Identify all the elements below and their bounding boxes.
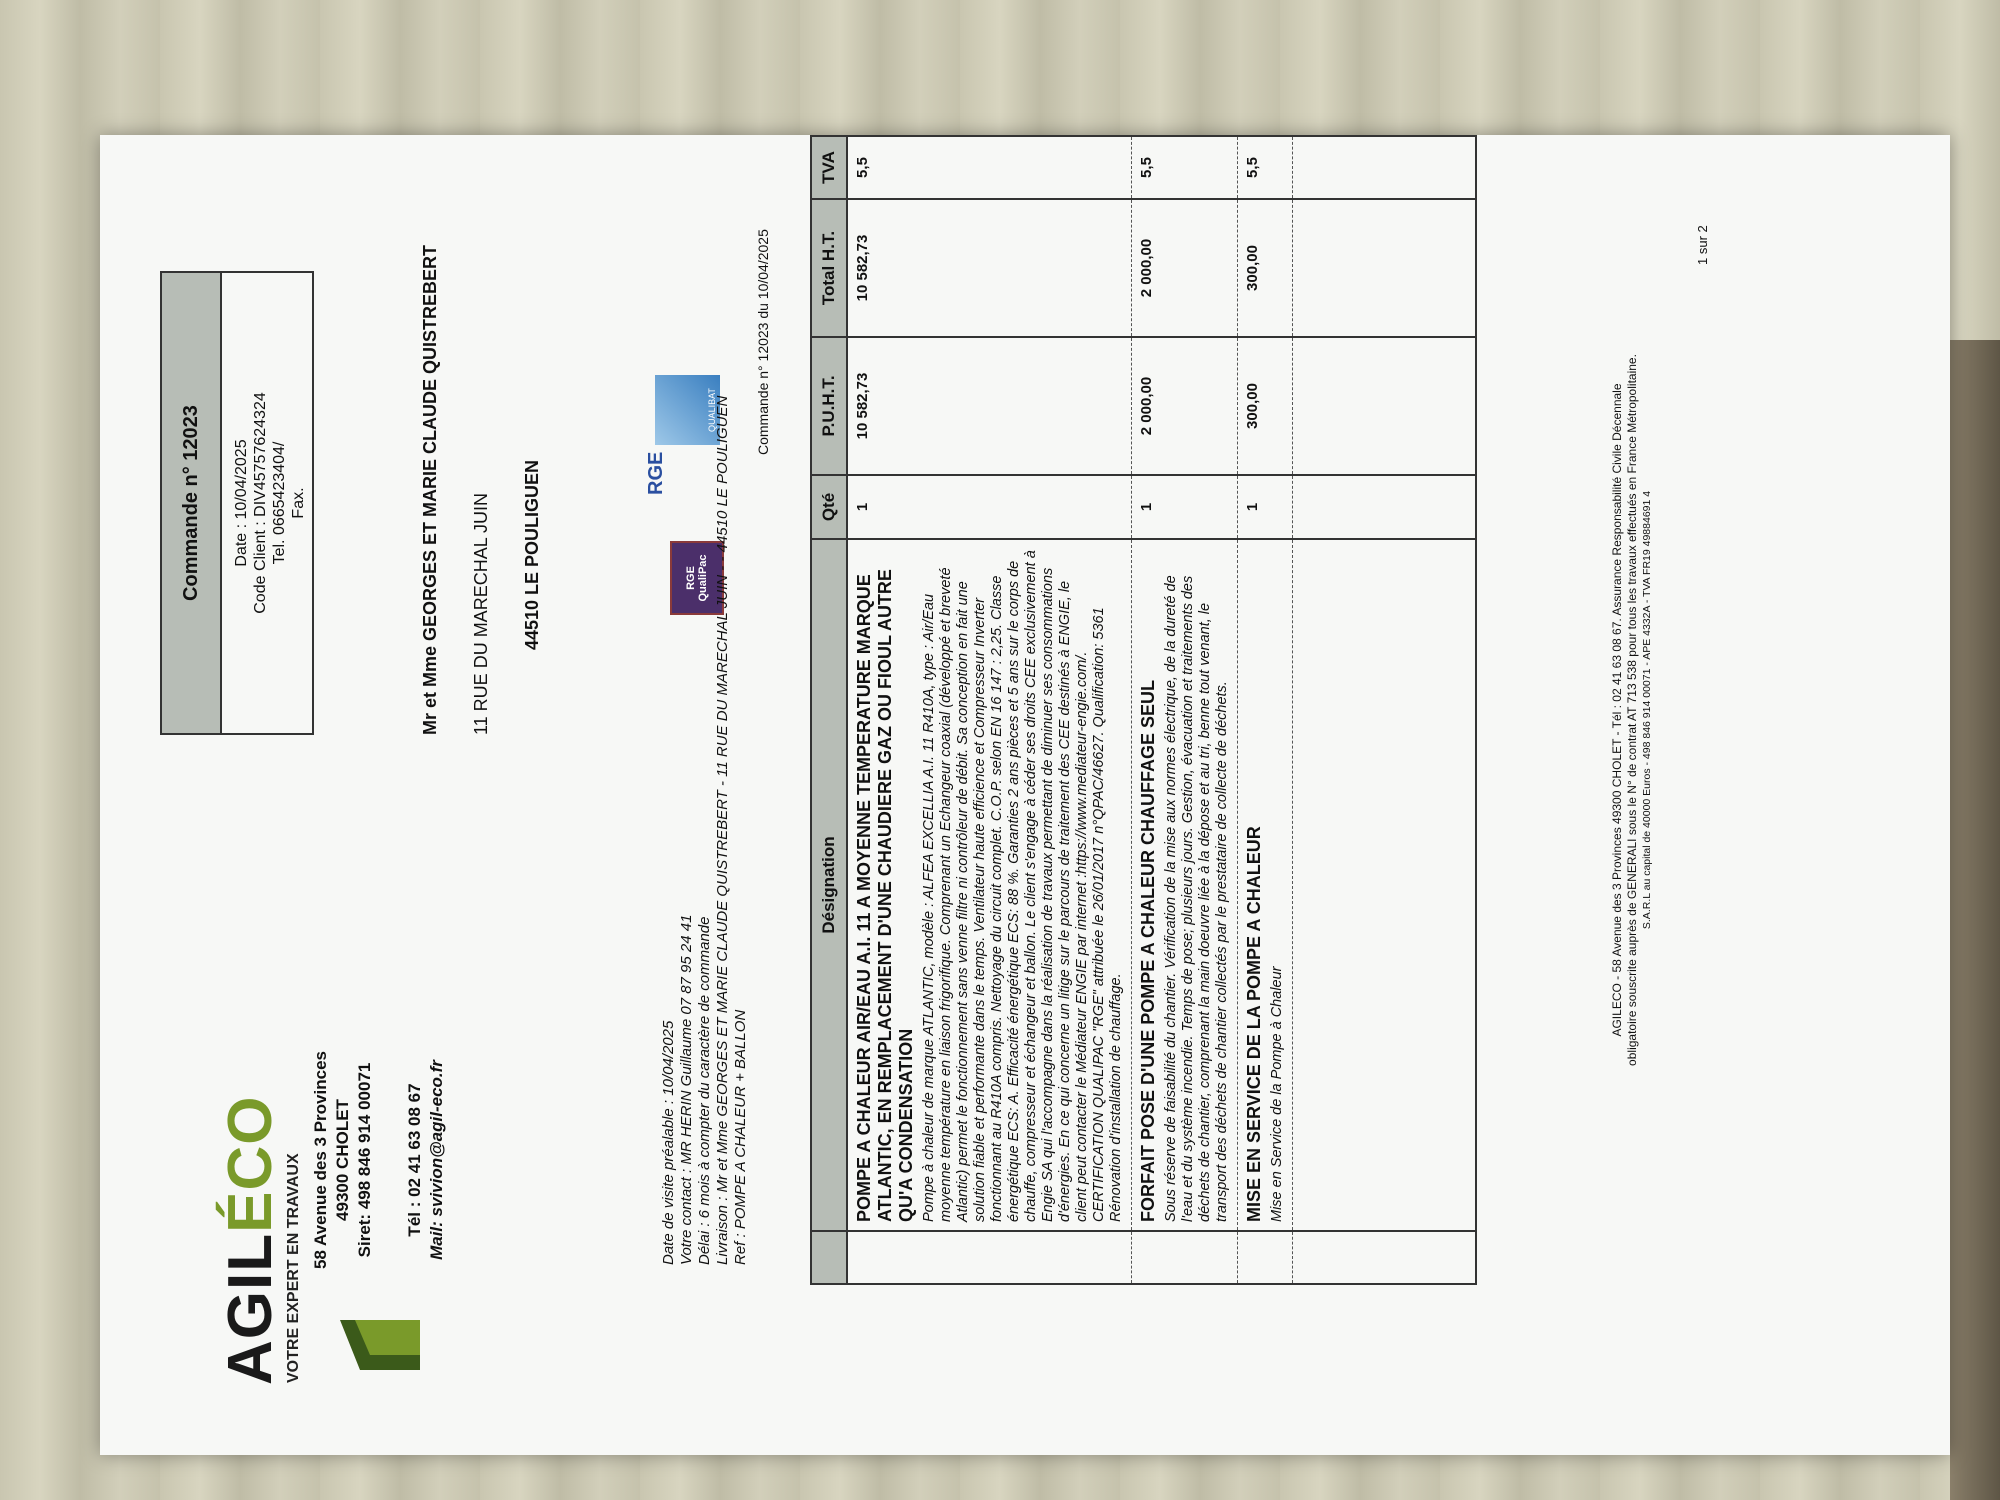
company-address: 58 Avenue des 3 Provinces xyxy=(311,1051,330,1269)
item-unit-price: 10 582,73 xyxy=(847,337,1132,475)
order-date: Date : 10/04/2025 xyxy=(233,439,250,567)
company-city: 49300 CHOLET xyxy=(333,1099,352,1221)
item-unit-price: 300,00 xyxy=(1238,337,1293,475)
item-unit-price: 2 000,00 xyxy=(1132,337,1238,475)
header-total: Total H.T. xyxy=(811,199,847,337)
client-block xyxy=(420,135,543,735)
rge-badge: RGE xyxy=(645,451,667,495)
contact: Votre contact : MR HERIN Guillaume 07 87 95 24 41 xyxy=(678,914,695,1265)
header-blank xyxy=(811,1231,847,1284)
company-info xyxy=(310,1040,448,1280)
page-number: 1 sur 2 xyxy=(1695,225,1710,265)
item-tva: 5,5 xyxy=(1132,136,1238,199)
table-row xyxy=(847,136,1132,1284)
item-qty: 1 xyxy=(1238,475,1293,539)
order-tel: Tel. 0665423404/ xyxy=(271,441,288,565)
client-street: 11 RUE DU MARECHAL JUIN xyxy=(471,492,491,735)
qualibat-badge: QUALIBAT xyxy=(655,375,720,445)
order-title: Commande n° 12023 xyxy=(162,273,222,733)
legal-footer xyxy=(1610,135,1655,1285)
logo-tagline: VOTRE EXPERT EN TRAVAUX xyxy=(285,1153,302,1383)
header-designation: Désignation xyxy=(811,539,847,1231)
item-description: Pompe à chaleur de marque ATLANTIC, modèle : ALFEA EXCELLIA A.I. 11 R410A, type : Air/Eau moyenne température en liaison frigorifique. Comprenant un Echangeur coaxial (développé et breveté Atlantic) permet le fonctionnement sans venne filtre ni contrôleur de débit. Sa conception en fait une solution fiable et performante dans le temps. Ventilateur haute efficience et Compresseur Inverter fonctionnant au R410A compris. Nettoyage du circuit complet. C.O.P. selon EN 16 147 : 2,25. Classe énergétique ECS: A. Efficacité énergétique ECS: 88 %. Garanties 2 ans pièces et 5 ans sur le corps de chauffe, compresseur et échangeur et ballon. Le client s'engage à céder ses droits CEE exclusivement à Engie SA qui l'accompagne dans la réalisation de travaux permettant de diminuer ses consommations d'énergies. En ce qui concerne un litige sur le parcours de traitement des CEE destinés à ENGIE, le client peut contacter le Médiateur ENGIE par internet :https://www.mediateur-engie.com/. CERTIFICATION QUALIPAC "RGE" attribuée le 26/01/2017 n°QPAC/46627. Qualification: 5361 Rénovation d'installation de chauffage. xyxy=(921,550,1124,1222)
header-tva: TVA xyxy=(811,136,847,199)
item-qty: 1 xyxy=(1132,475,1238,539)
item-total: 2 000,00 xyxy=(1132,199,1238,337)
client-name: Mr et Mme GEORGES ET MARIE CLAUDE QUISTREBERT xyxy=(420,244,440,735)
visit-date: Date de visite préalable : 10/04/2025 xyxy=(660,1020,677,1265)
order-fax: Fax. xyxy=(290,487,307,519)
order-lines-table xyxy=(810,135,1477,1285)
reference: Ref : POMPE A CHALEUR + BALLON xyxy=(732,1009,749,1265)
logo-word-eco: ÉCO xyxy=(216,1095,285,1233)
background-chair-edge xyxy=(1950,340,2000,1500)
order-client-code: Code Client : DIV45757624324 xyxy=(252,392,269,614)
table-row-empty xyxy=(1293,136,1477,1284)
logo-building-icon xyxy=(335,1305,425,1375)
item-title: MISE EN SERVICE DE LA POMPE A CHALEUR xyxy=(1244,826,1264,1222)
company-phone: Tél : 02 41 63 08 67 xyxy=(405,1083,424,1237)
delivery: Livraison : Mr et Mme GEORGES ET MARIE CLAUDE QUISTREBERT - 11 RUE DU MARECHAL JUIN - - 44510 LE POULIGUEN xyxy=(714,395,731,1265)
item-total: 10 582,73 xyxy=(847,199,1132,337)
order-meta xyxy=(660,396,750,1265)
logo-wordmark xyxy=(215,1096,286,1385)
rotated-page xyxy=(100,135,1950,1455)
item-description: Sous réserve de faisabilité du chantier. Vérification de la mise aux normes électrique, de la dureté de l'eau et du système incendie. Temps de pose; plusieurs jours. Gestion, évacuation et traitements des déchets de chantier, comprenant la main doeuvre liée à la dépose et au tri, benne tout venant, le transport des déchets de chantier collectés par le prestataire de collecte de déchets. xyxy=(1163,575,1230,1222)
footer-line-2: obligatoire souscrite auprès de GENERALI sous le N° de contrat AT 713 538 pour tous les travaux effectués en France Métropolitaine. xyxy=(1625,354,1639,1066)
item-tva: 5,5 xyxy=(847,136,1132,199)
header-pu: P.U.H.T. xyxy=(811,337,847,475)
footer-line-1: AGILECO - 58 Avenue des 3 Provinces 49300 CHOLET - Tél : 02 41 63 08 67. Assurance Responsabilité Civile Décennale xyxy=(1610,383,1624,1037)
item-qty: 1 xyxy=(847,475,1132,539)
item-tva: 5,5 xyxy=(1238,136,1293,199)
command-reference: Commande n° 12023 du 10/04/2025 xyxy=(755,229,771,455)
document-sheet xyxy=(100,135,1950,1455)
item-total: 300,00 xyxy=(1238,199,1293,337)
logo-word-agil: AGIL xyxy=(216,1232,285,1385)
footer-line-3: S.A.R.L au capital de 40000 Euros - 498 846 914 00071 - APE 4332A - TVA FR19 49884691 4 xyxy=(1641,490,1653,930)
item-description: Mise en Service de la Pompe à Chaleur xyxy=(1269,966,1285,1222)
qualipac-badge: RGE QualiPac xyxy=(670,541,724,615)
table-row xyxy=(1132,136,1238,1284)
company-mail: Mail: svivion@agil-eco.fr xyxy=(427,1060,446,1260)
table-row xyxy=(1238,136,1293,1284)
item-title: POMPE A CHALEUR AIR/EAU A.I. 11 A MOYENNE TEMPERATURE MARQUE ATLANTIC, EN REMPLACEMENT D'UNE CHAUDIERE GAZ OU FIOUL AUTRE QU'A CONDENSATION xyxy=(854,569,916,1222)
client-city: 44510 LE POULIGUEN xyxy=(522,459,542,651)
delay: Délai : 6 mois à compter du caractère de commande xyxy=(696,916,713,1265)
order-box xyxy=(160,271,314,735)
item-title: FORFAIT POSE D'UNE POMPE A CHALEUR CHAUFFAGE SEUL xyxy=(1138,680,1158,1222)
company-siret: Siret: 498 846 914 00071 xyxy=(355,1062,374,1258)
header-qty: Qté xyxy=(811,475,847,539)
